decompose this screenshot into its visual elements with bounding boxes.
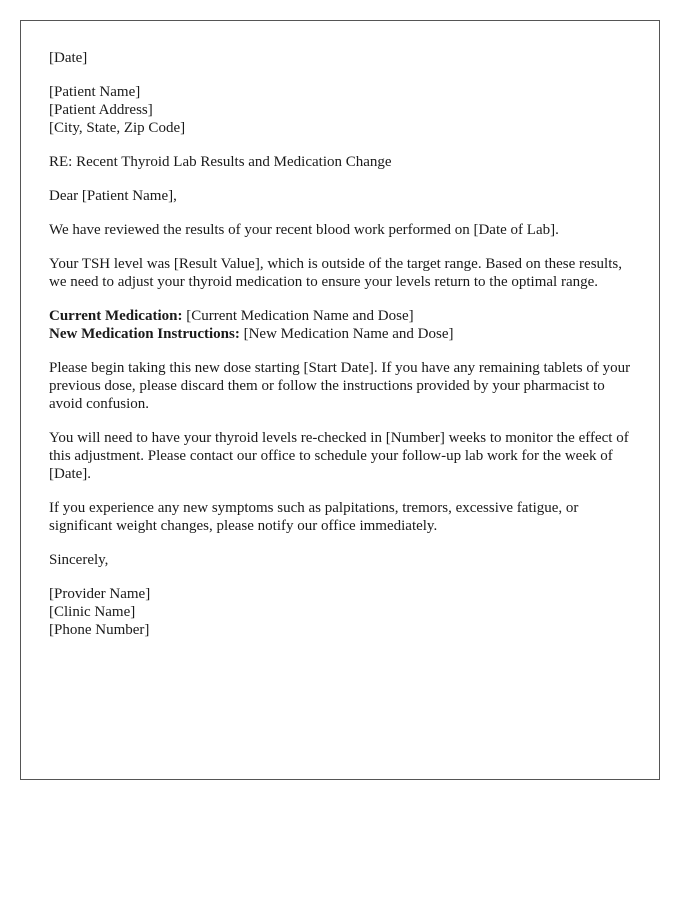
new-medication-label: New Medication Instructions: [49,326,240,342]
recipient-address [49,83,631,137]
clinic-name: [Clinic Name] [49,604,136,620]
review-paragraph: We have reviewed the results of your recent blood work performed on [Date of Lab]. [49,222,559,238]
signature-block [49,585,631,639]
recipient-street: [Patient Address] [49,102,153,118]
current-medication-label: Current Medication: [49,308,183,324]
current-medication-value: [Current Medication Name and Dose] [182,308,414,324]
symptoms-paragraph: If you experience any new symptoms such as palpitations, tremors, excessive fatigue, or significant weight changes, please notify our office immediately. [49,500,579,534]
salutation: Dear [Patient Name], [49,188,177,204]
new-medication-line [49,325,631,343]
phone-number: [Phone Number] [49,622,150,638]
recipient-name: [Patient Name] [49,84,141,100]
current-medication-line [49,307,631,325]
medication-details [49,307,631,343]
subject-line: RE: Recent Thyroid Lab Results and Medication Change [49,154,392,170]
letter-date [49,49,631,67]
recipient-city-state-zip: [City, State, Zip Code] [49,120,186,136]
provider-name: [Provider Name] [49,586,151,602]
letter-page [20,20,660,780]
tsh-paragraph: Your TSH level was [Result Value], which is outside of the target range. Based on these results, we need to adjust your thyroid medication to ensure your levels return to the optimal range. [49,256,622,290]
begin-dose-paragraph: Please begin taking this new dose starting [Start Date]. If you have any remaining tablets of your previous dose, please discard them or follow the instructions provided by your pharmacist to avoid confusion. [49,360,631,412]
recheck-paragraph: You will need to have your thyroid levels re-checked in [Number] weeks to monitor the effect of this adjustment. Please contact our office to schedule your follow-up lab work for the week of [Date]. [49,430,629,482]
new-medication-value: [New Medication Name and Dose] [239,326,454,342]
closing: Sincerely, [49,552,109,568]
date-text: [Date] [49,50,88,66]
